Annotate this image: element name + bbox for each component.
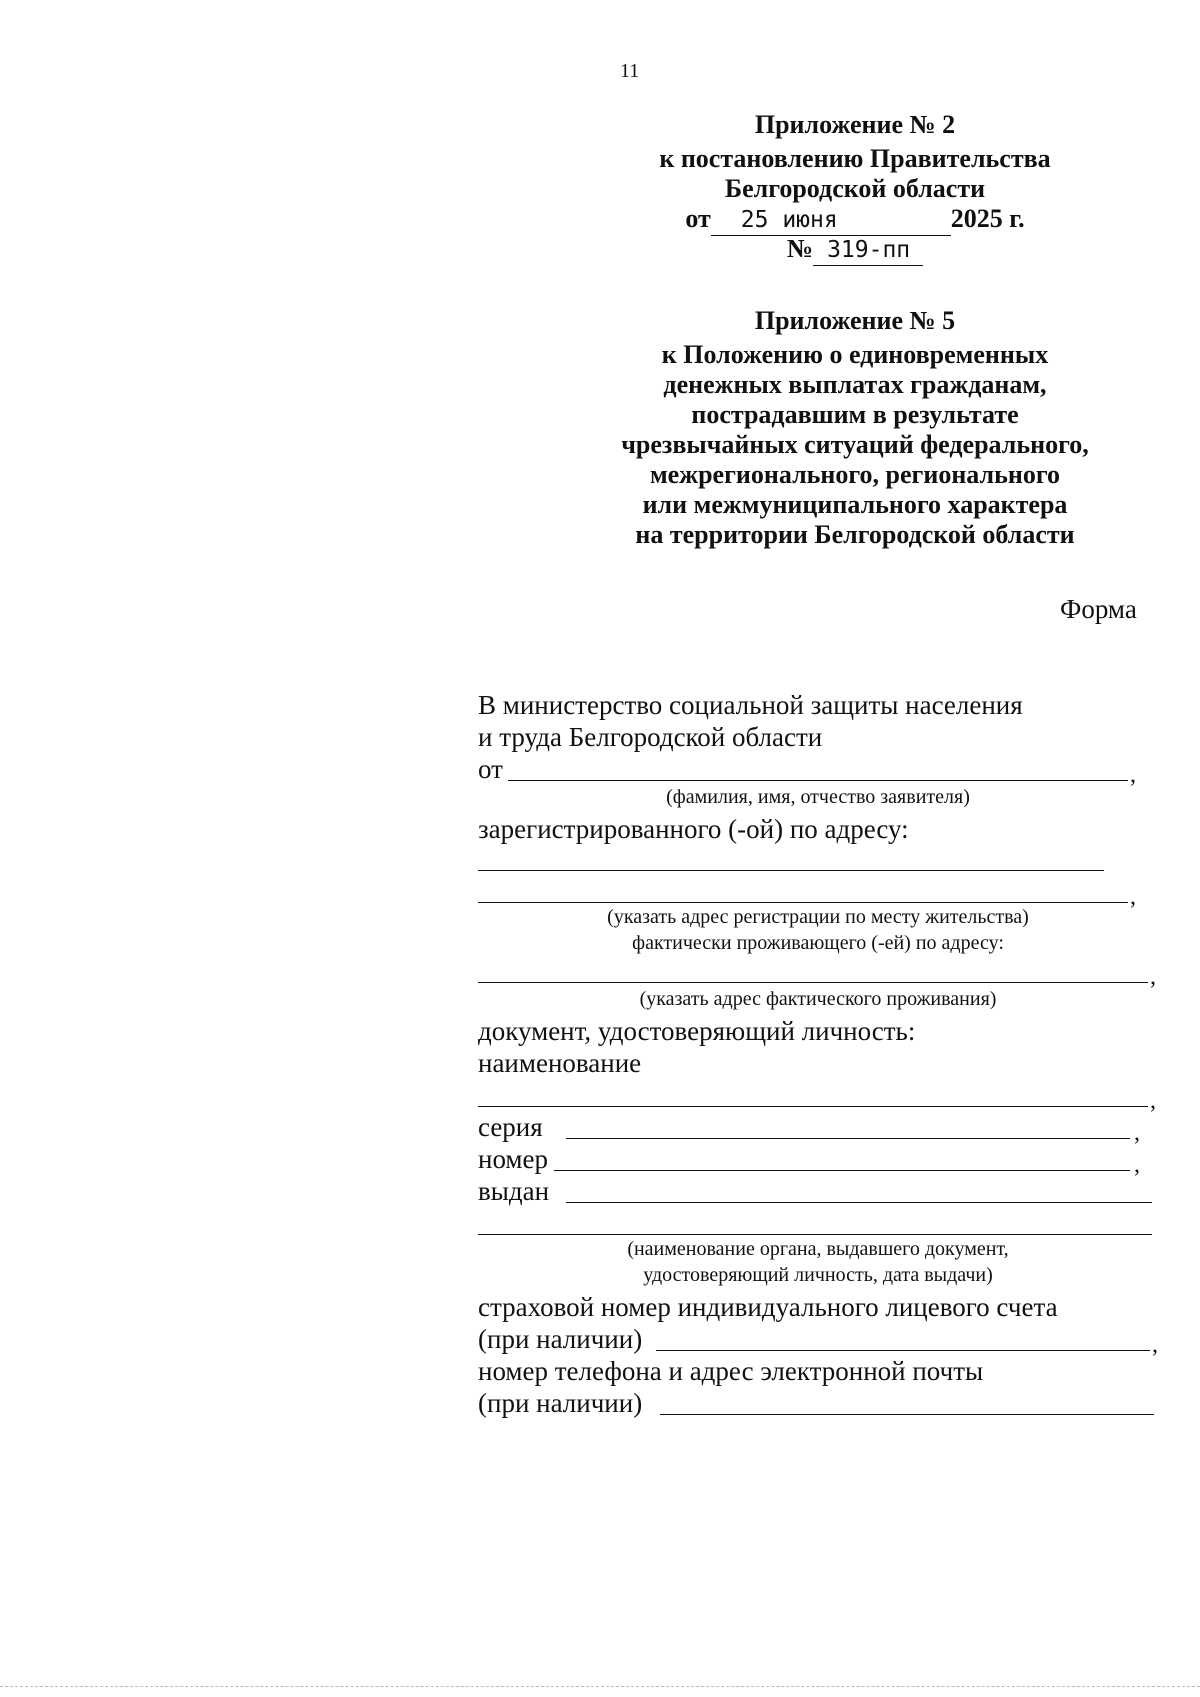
date-value: 25 июня xyxy=(711,205,951,236)
doc-name-label: наименование xyxy=(478,1048,642,1078)
number-prefix: № xyxy=(786,234,814,263)
appendix-5-line: межрегионального, регионального xyxy=(649,460,1061,489)
appendix-5-line: пострадавшим в результате xyxy=(691,400,1019,429)
issued-line-1[interactable] xyxy=(566,1202,1152,1203)
actual-address-hint: (указать адрес фактического проживания) xyxy=(639,988,997,1010)
appendix-2-line1: к постановлению Правительства xyxy=(659,144,1051,173)
appendix-5-title: Приложение № 5 xyxy=(754,306,956,335)
actual-address-label: фактически проживающего (-ей) по адресу: xyxy=(632,932,1004,954)
doc-name-line[interactable] xyxy=(478,1106,1148,1107)
applicant-name-line[interactable] xyxy=(508,780,1128,781)
form-label: Форма xyxy=(1060,594,1137,624)
number-value: 319-пп xyxy=(813,235,923,266)
comma: , xyxy=(1130,762,1136,788)
snils-label-line2: (при наличии) xyxy=(478,1324,643,1354)
addressee-line2: и труда Белгородской области xyxy=(478,722,823,752)
appendix-2-date-line xyxy=(560,204,1150,234)
scan-edge-line xyxy=(0,1686,1200,1687)
id-doc-label: документ, удостоверяющий личность: xyxy=(478,1016,916,1046)
comma: , xyxy=(1134,1152,1140,1178)
appendix-2-line2: Белгородской области xyxy=(724,174,986,203)
appendix-2-title: Приложение № 2 xyxy=(754,110,956,139)
comma: , xyxy=(1134,1120,1140,1146)
appendix-2-number-line xyxy=(560,234,1150,264)
contact-label-line2: (при наличии) xyxy=(478,1388,643,1418)
registered-address-line-1[interactable] xyxy=(478,870,1104,871)
comma: , xyxy=(1152,1332,1158,1358)
comma: , xyxy=(1150,964,1156,990)
issued-hint-line1: (наименование органа, выдавшего документ, xyxy=(627,1238,1009,1260)
issued-hint-line2: удостоверяющий личность, дата выдачи) xyxy=(643,1264,993,1286)
actual-address-line[interactable] xyxy=(478,982,1148,983)
snils-label-line1: страховой номер индивидуального лицевого счета xyxy=(478,1292,1058,1322)
appendix-5-line: или межмуниципального характера xyxy=(642,490,1068,519)
contact-line[interactable] xyxy=(660,1414,1154,1415)
snils-line[interactable] xyxy=(656,1350,1150,1351)
contact-label-line1: номер телефона и адрес электронной почты xyxy=(478,1356,984,1386)
page-number: 11 xyxy=(620,60,640,82)
from-label: от xyxy=(478,754,503,784)
appendix-5-header xyxy=(560,306,1150,550)
registered-address-line-2[interactable] xyxy=(478,902,1128,903)
series-line[interactable] xyxy=(566,1138,1130,1139)
date-year: 2025 г. xyxy=(950,204,1025,233)
issued-line-2[interactable] xyxy=(478,1234,1152,1235)
appendix-2-header xyxy=(560,110,1150,264)
appendix-5-line: на территории Белгородской области xyxy=(635,520,1075,549)
applicant-name-hint: (фамилия, имя, отчество заявителя) xyxy=(666,786,970,808)
appendix-5-line: к Положению о единовременных xyxy=(661,340,1049,369)
appendix-5-line: денежных выплатах гражданам, xyxy=(663,370,1047,399)
appendix-5-line: чрезвычайных ситуаций федерального, xyxy=(621,430,1089,459)
date-prefix: от xyxy=(685,204,711,233)
registered-address-hint: (указать адрес регистрации по месту жительства) xyxy=(607,906,1029,928)
registered-address-label: зарегистрированного (-ой) по адресу: xyxy=(478,814,909,844)
issued-label: выдан xyxy=(478,1176,550,1206)
number-label: номер xyxy=(478,1144,549,1174)
comma: , xyxy=(1130,884,1136,910)
addressee-line1: В министерство социальной защиты населения xyxy=(478,690,1023,720)
series-label: серия xyxy=(478,1112,543,1142)
comma: , xyxy=(1150,1088,1156,1114)
number-line[interactable] xyxy=(554,1170,1130,1171)
